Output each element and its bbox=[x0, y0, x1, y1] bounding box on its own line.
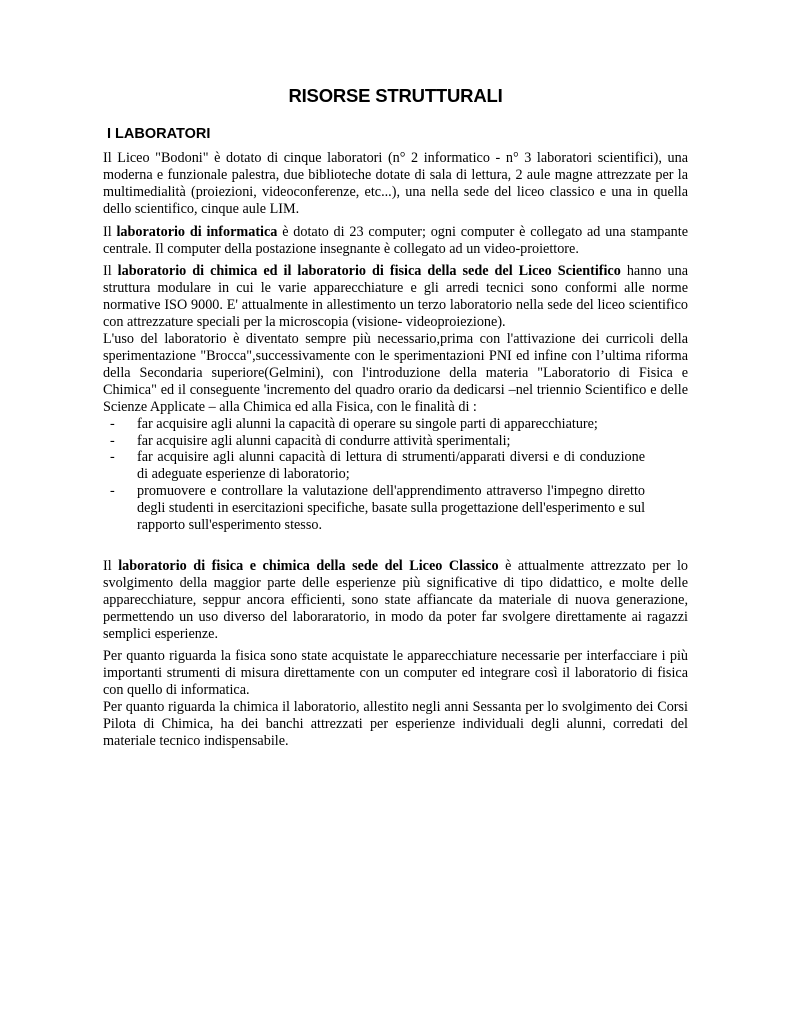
classico-pre: Il bbox=[103, 557, 119, 574]
finalita-list bbox=[103, 416, 645, 534]
list-item bbox=[103, 483, 645, 534]
classico-post: è attualmente attrezzato per lo svolgimento della maggior parte delle esperienze più significative di tipo didattico, e molte delle apparecchiature, seppur ancora efficienti, sono state affiancate da materiale di nuova generazione, permettendo un uso diverso del laboraratorio, in modo da poter far svolgere direttamente ai ragazzi semplici esperienze. bbox=[103, 557, 688, 642]
informatica-post: è dotato di 23 computer; ogni computer è collegato ad una stampante centrale. Il computer della postazione insegnante è collegato ad un video-proiettore. bbox=[103, 223, 688, 257]
informatica-paragraph bbox=[103, 224, 688, 258]
page-title: RISORSE STRUTTURALI bbox=[288, 85, 503, 106]
list-item-text: promuovere e controllare la valutazione dell'apprendimento attraverso l'impegno diretto degli studenti in esercitazioni specifiche, basate sulla progettazione dell'esperimento e sul rapporto sull'esperimento stesso. bbox=[137, 483, 646, 534]
list-item bbox=[103, 433, 645, 450]
bullet-marker: - bbox=[110, 483, 115, 500]
bullet-marker: - bbox=[110, 432, 115, 449]
informatica-pre: Il bbox=[103, 223, 117, 240]
scientifico-post: hanno una struttura modulare in cui le varie apparecchiature e gli arredi tecnici sono conformi alle norme normative ISO 9000. E' attualmente in allestimento un terzo laboratorio nella sede del liceo scientifico con attrezzature speciali per la microscopia (visione- videoproiezione). bbox=[103, 263, 688, 331]
list-item bbox=[103, 449, 645, 483]
scientifico-pre: Il bbox=[103, 263, 118, 280]
list-item-text: far acquisire agli alunni capacità di lettura di strumenti/apparati diversi e di conduzione di adeguate esperienze di laboratorio; bbox=[137, 449, 645, 483]
bullet-marker: - bbox=[110, 449, 115, 466]
classico-paragraph bbox=[103, 558, 688, 643]
scientifico-bold: laboratorio di chimica ed il laboratorio di fisica della sede del Liceo Scientifico bbox=[117, 263, 621, 280]
informatica-bold: laboratorio di informatica bbox=[116, 223, 278, 240]
intro-paragraph: Il Liceo "Bodoni" è dotato di cinque laboratori (n° 2 informatico - n° 3 laboratori scientifici), una moderna e funzionale palestra, due biblioteche dotate di sala di lettura, 2 aule magne attrezzate per la multimedialità (proiezioni, videoconferenze, etc...), una nella sede del liceo classico e una in quella dello scientifico, cinque aule LIM. bbox=[103, 150, 688, 217]
chimica-paragraph: Per quanto riguarda la chimica il laboratorio, allestito negli anni Sessanta per lo svolgimento dei Corsi Pilota di Chimica, ha dei banchi attrezzati per esperienze individuali degli alunni, corredati del materiale tecnico indispensabile. bbox=[103, 699, 688, 749]
list-item bbox=[103, 416, 645, 433]
scientifico-paragraph bbox=[103, 263, 688, 331]
section-heading: I LABORATORI bbox=[107, 126, 211, 142]
document-body bbox=[103, 150, 688, 750]
uso-paragraph: L'uso del laboratorio è diventato sempre più necessario,prima con l'attivazione dei curricoli della sperimentazione "Brocca",successivamente con le sperimentazioni PNI ed infine con l’ultima riforma della Secondaria superiore(Gelmini), con l'introduzione della materia "Laboratorio di Fisica e Chimica" ed il conseguente 'incremento del quadro orario da dedicarsi –nel triennio Scientifico e delle Scienze Applicate – alla Chimica ed alla Fisica, con le finalità di : bbox=[103, 331, 688, 415]
bullet-marker: - bbox=[110, 415, 115, 432]
fisica-paragraph: Per quanto riguarda la fisica sono state acquistate le apparecchiature necessarie per interfacciare i più importanti strumenti di misura direttamente con un computer ed integrare così il laboratorio di fisica con quello di informatica. bbox=[103, 648, 688, 699]
classico-bold: laboratorio di fisica e chimica della sede del Liceo Classico bbox=[118, 557, 499, 574]
list-item-text: far acquisire agli alunni la capacità di operare su singole parti di apparecchiature; bbox=[137, 415, 598, 432]
list-item-text: far acquisire agli alunni capacità di condurre attività sperimentali; bbox=[137, 432, 511, 449]
